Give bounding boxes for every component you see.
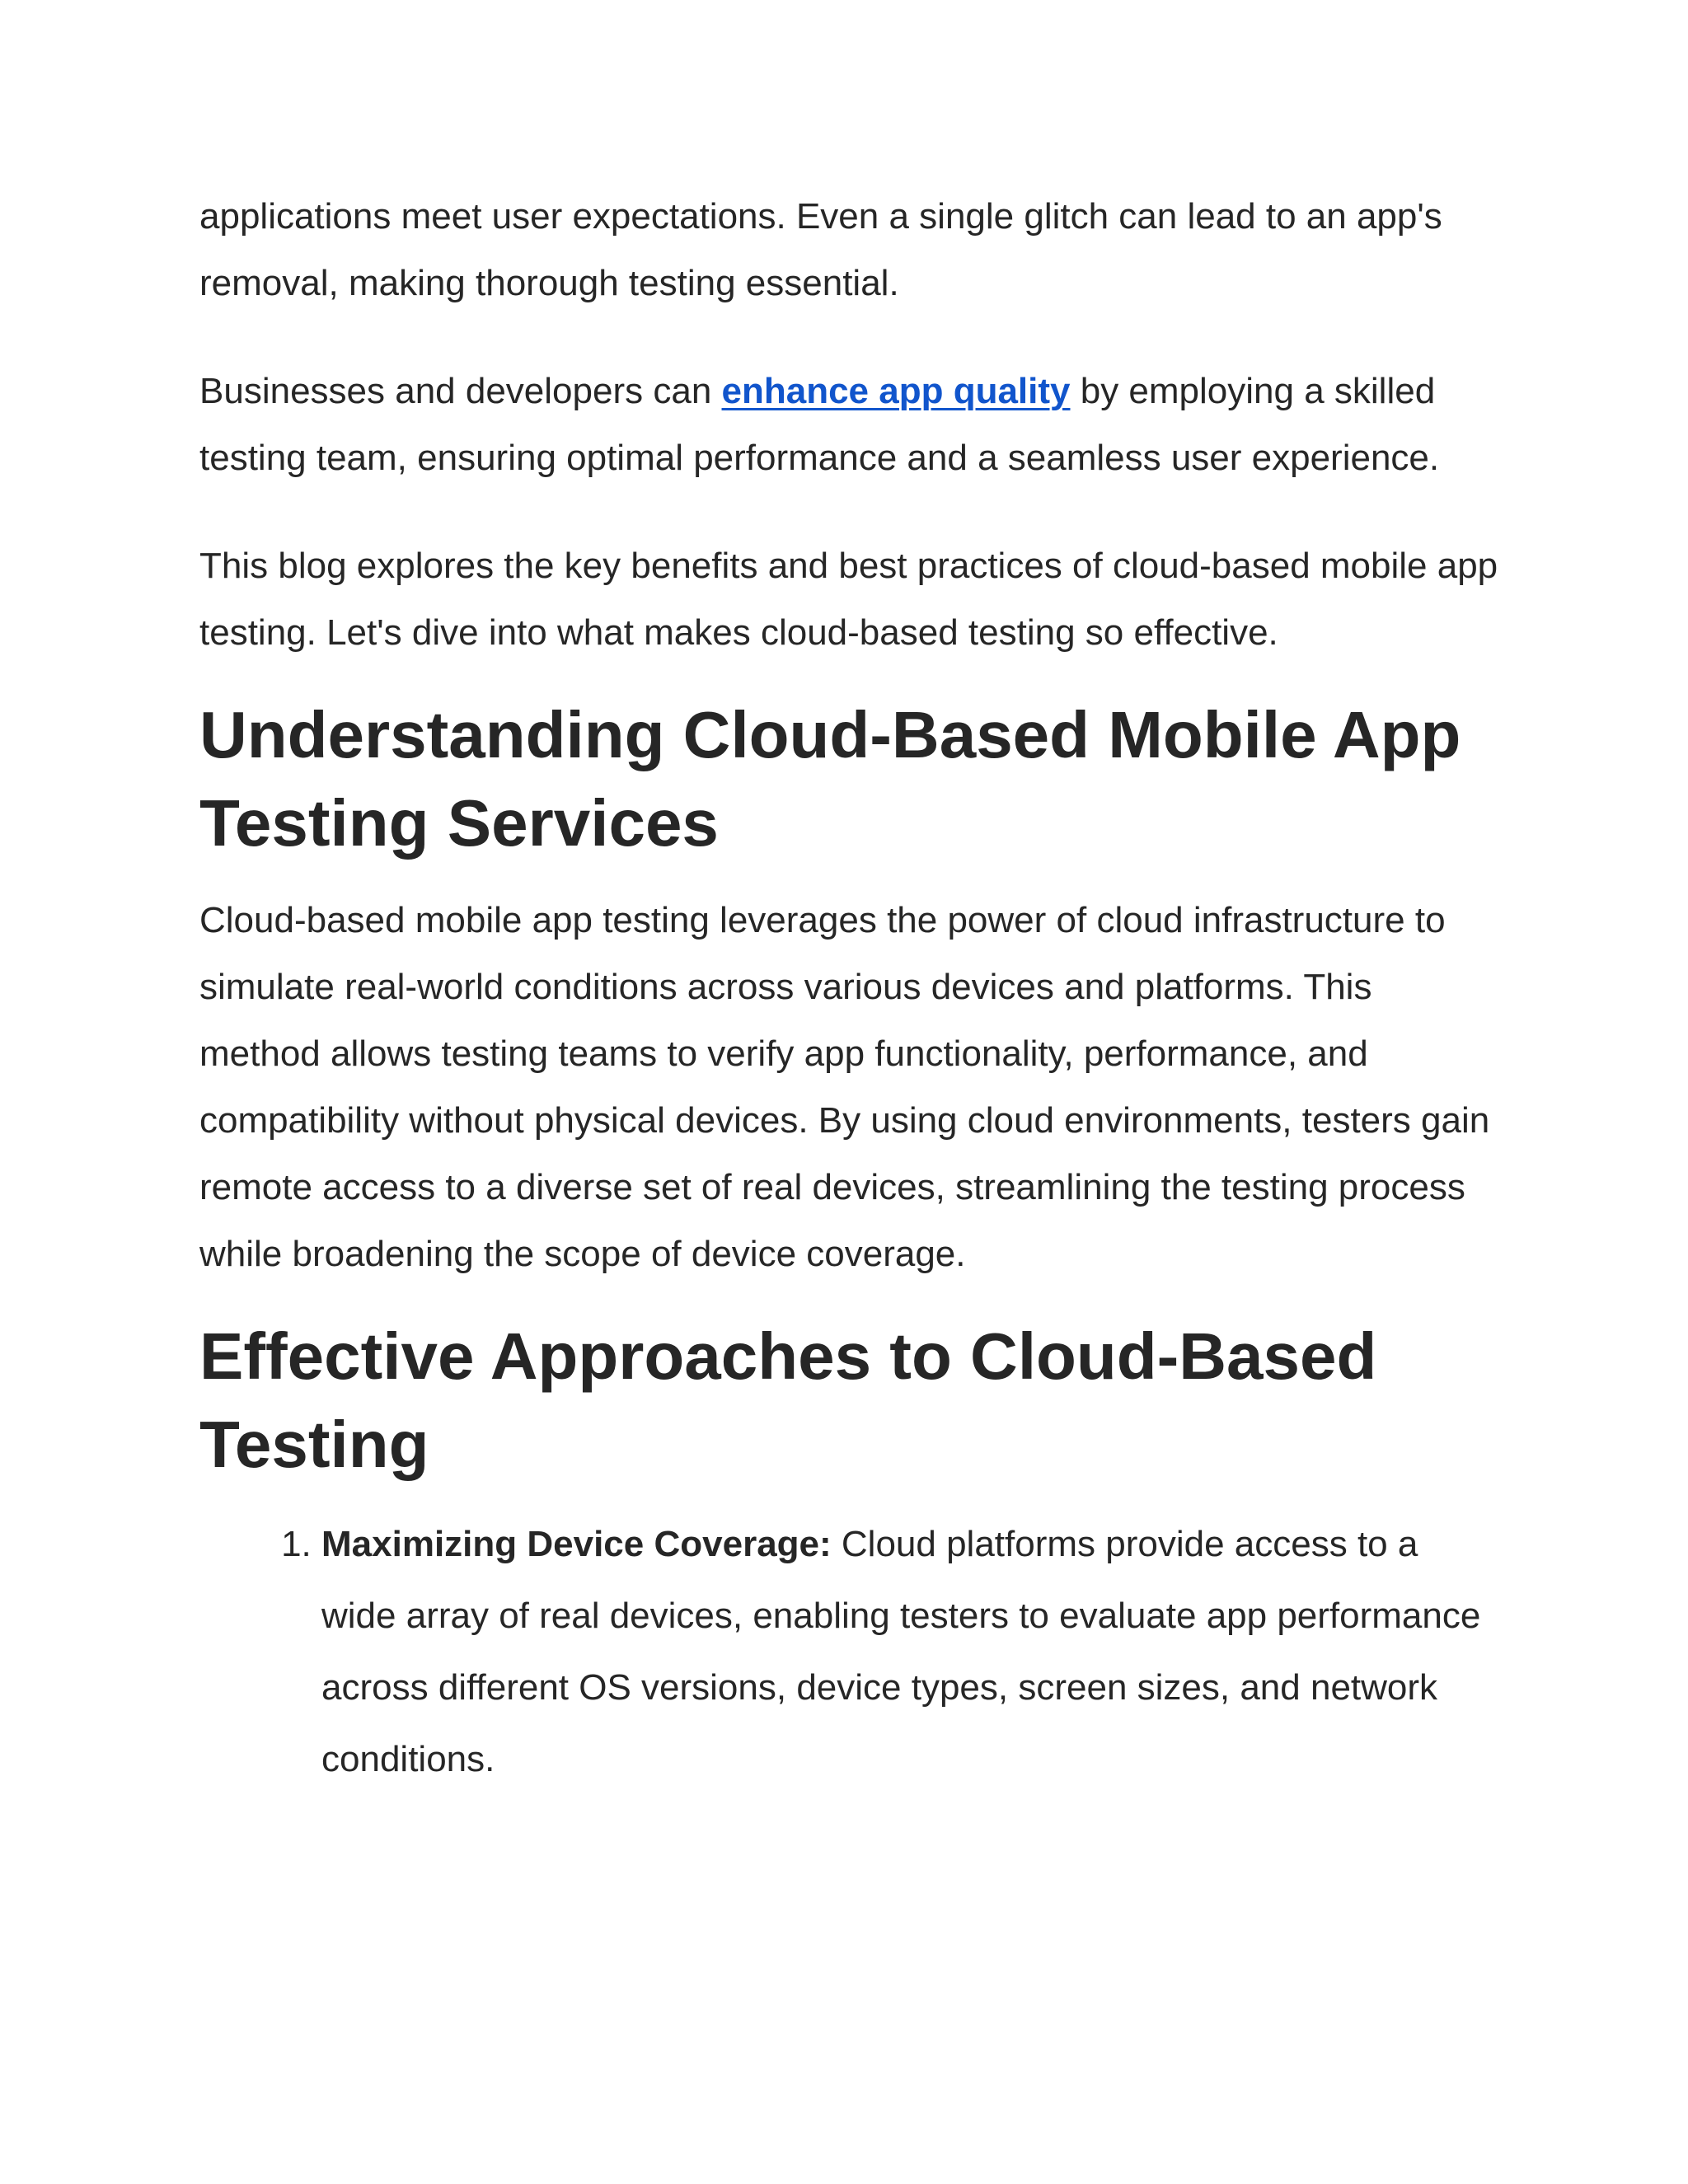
section-heading-understanding: Understanding Cloud-Based Mobile App Testing Services (199, 698, 1461, 860)
list-item (321, 1508, 1502, 1795)
list-item-text: Cloud platforms provide access to a wide array of real devices, enabling testers to evaluate app performance across different OS versions, device types, screen sizes, and network conditions. (321, 1524, 1481, 1779)
enhance-app-quality-link[interactable]: enhance app quality (721, 371, 1071, 411)
document-content (199, 183, 1502, 1795)
approaches-list (199, 1508, 1502, 1795)
intro-paragraph-3: This blog explores the key benefits and best practices of cloud-based mobile app testing. Let's dive into what makes cloud-based testing so effective. (199, 546, 1498, 653)
intro-paragraph-2-text-end: by employing a skilled testing team, ensuring optimal performance and a seamless user experience. (199, 371, 1440, 478)
section-paragraph-understanding: Cloud-based mobile app testing leverages the power of cloud infrastructure to simulate real-world conditions across various devices and platforms. This method allows testing teams to verify app functionality, performance, and compatibility without physical devices. By using cloud environments, testers gain remote access to a diverse set of real devices, streamlining the testing process while broadening the scope of device coverage. (199, 900, 1490, 1274)
intro-paragraph-2-text-start: Businesses and developers can (199, 371, 722, 411)
intro-paragraph-2 (199, 358, 1502, 491)
list-item-lead: Maximizing Device Coverage: (321, 1524, 832, 1564)
intro-paragraph-1: applications meet user expectations. Even a single glitch can lead to an app's removal, making thorough testing essential. (199, 196, 1442, 303)
section-heading-approaches: Effective Approaches to Cloud-Based Testing (199, 1319, 1377, 1481)
